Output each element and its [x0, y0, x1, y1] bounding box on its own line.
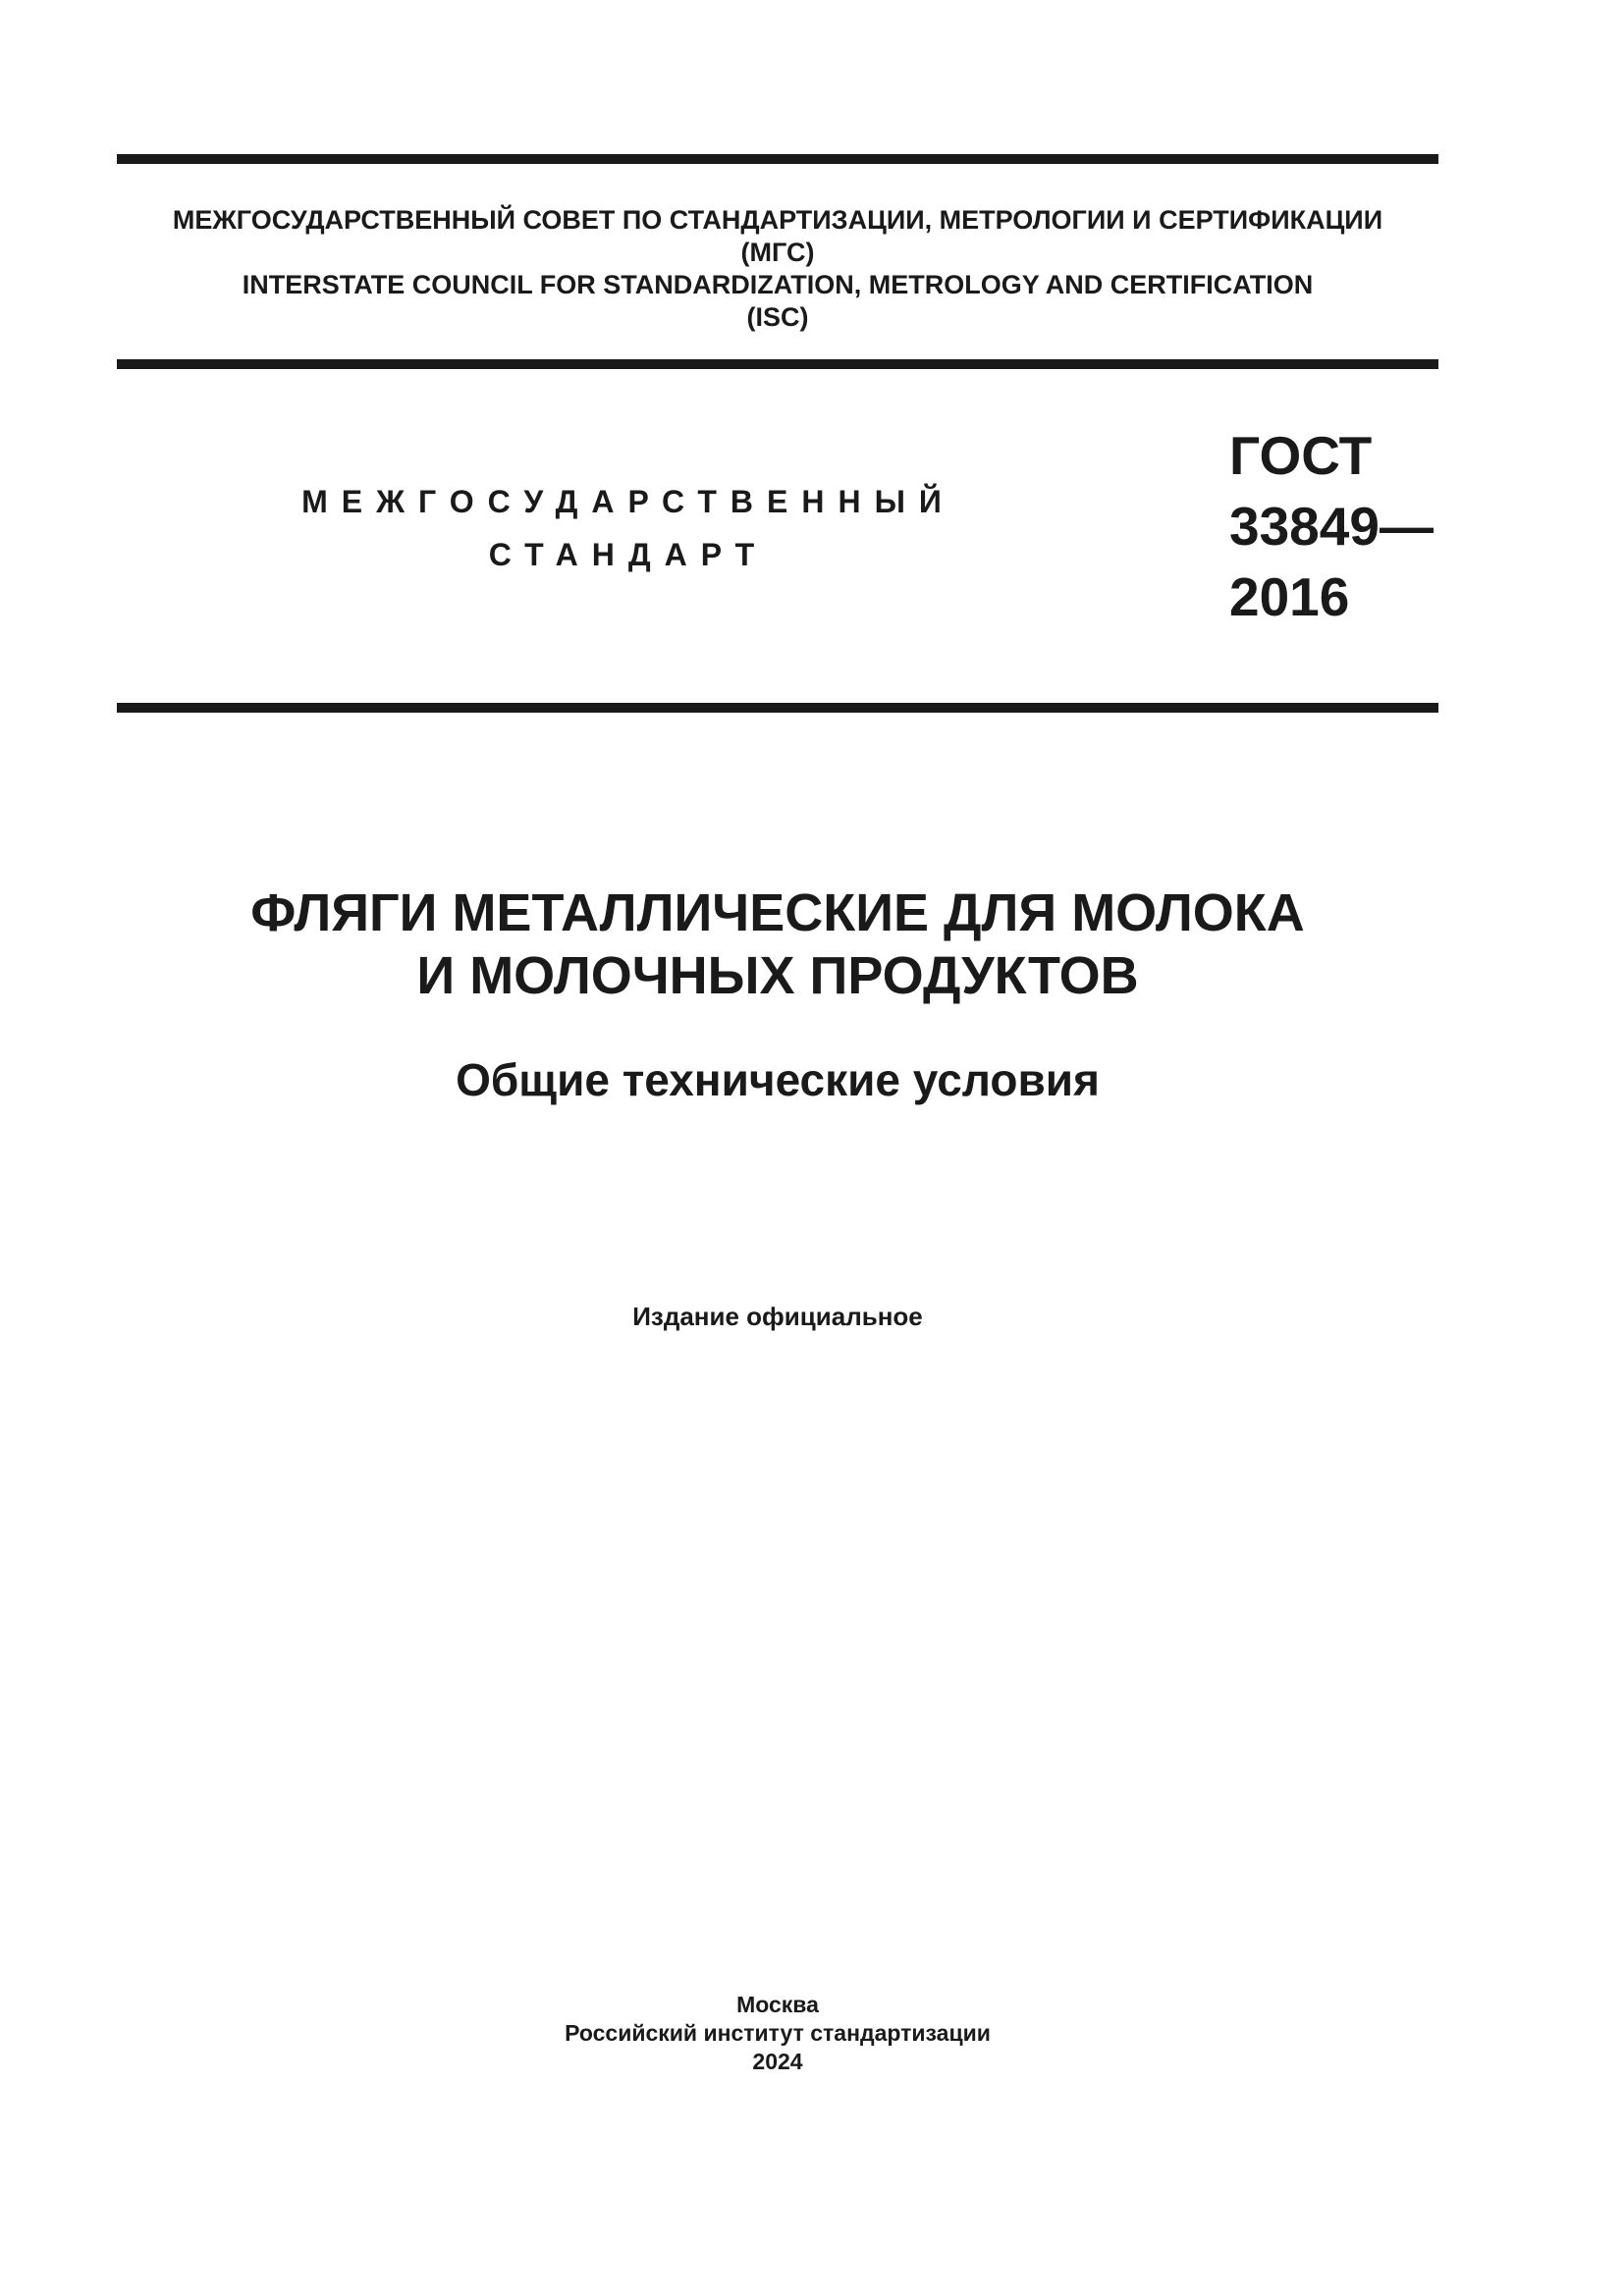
edition-label: Издание официальное	[632, 1302, 923, 1331]
middle-rule	[117, 359, 1438, 369]
title-line1: ФЛЯГИ МЕТАЛЛИЧЕСКИЕ ДЛЯ МОЛОКА	[250, 883, 1305, 942]
standard-kind-line1: МЕЖГОСУДАРСТВЕННЫЙ	[301, 484, 955, 519]
document-subtitle: Общие технические условия	[456, 1054, 1100, 1105]
council-name-en: INTERSTATE COUNCIL FOR STANDARDIZATION, METROLOGY AND CERTIFICATION	[242, 270, 1314, 299]
imprint-publisher: Российский институт стандартизации	[565, 2020, 991, 2046]
council-abbr-ru: (МГС)	[740, 238, 815, 267]
bottom-rule	[117, 703, 1438, 713]
imprint-year: 2024	[752, 2049, 803, 2074]
top-rule	[117, 154, 1438, 164]
standard-designation	[1229, 420, 1434, 632]
designation-number: 33849—	[1229, 496, 1434, 557]
council-name-ru: МЕЖГОСУДАРСТВЕННЫЙ СОВЕТ ПО СТАНДАРТИЗАЦИИ, МЕТРОЛОГИИ И СЕРТИФИКАЦИИ	[172, 205, 1383, 235]
council-abbr-en: (ISC)	[746, 302, 809, 332]
standard-kind-line2: СТАНДАРТ	[488, 537, 769, 572]
designation-year: 2016	[1229, 566, 1350, 627]
council-header	[117, 204, 1438, 334]
imprint	[117, 1991, 1438, 2076]
document-title	[117, 881, 1438, 1007]
imprint-city: Москва	[736, 1992, 819, 2017]
title-line2: И МОЛОЧНЫХ ПРОДУКТОВ	[416, 946, 1139, 1005]
standard-kind	[255, 475, 1001, 581]
designation-prefix: ГОСТ	[1229, 425, 1373, 486]
